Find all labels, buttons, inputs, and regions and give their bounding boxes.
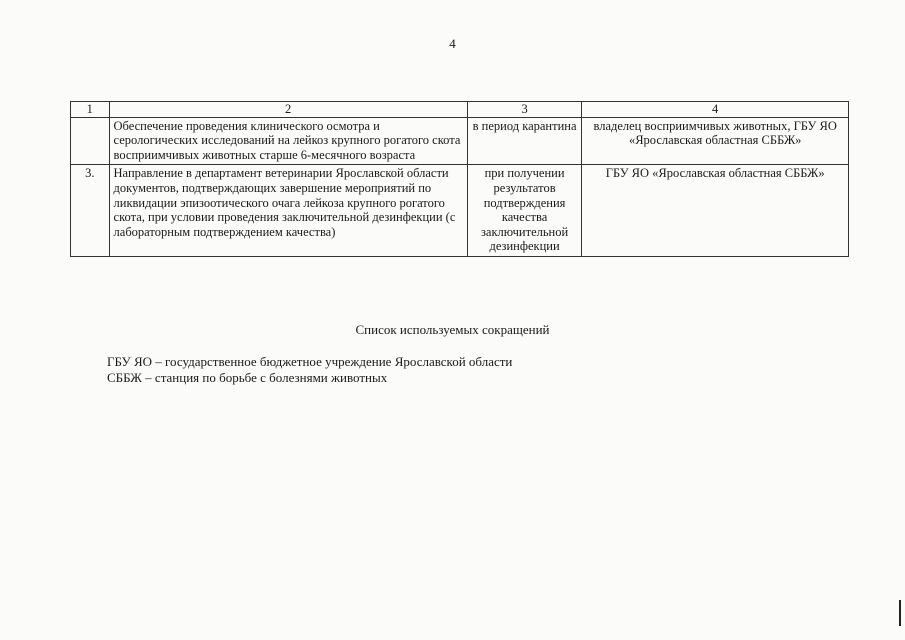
page-number: 4: [449, 36, 456, 51]
abbreviation-item: СББЖ – станция по борьбе с болезнями животных: [107, 370, 388, 385]
abbreviation-item: ГБУ ЯО – государственное бюджетное учреждение Ярославской области: [107, 354, 513, 369]
header-cell-2: 2: [109, 102, 467, 118]
table-header-row: [71, 102, 849, 118]
header-cell-4: 4: [582, 102, 849, 118]
header-cell-1: 1: [71, 102, 110, 118]
measures-table: [70, 101, 849, 257]
row-responsible: ГБУ ЯО «Ярославская областная СББЖ»: [582, 165, 849, 257]
abbreviations-list: [107, 354, 512, 386]
abbreviations-title: Список используемых сокращений: [355, 322, 550, 337]
row-number: [71, 117, 110, 165]
table-row: [71, 117, 849, 165]
header-cell-3: 3: [467, 102, 582, 118]
row-action: Направление в департамент ветеринарии Ярославской области документов, подтверждающих завершение мероприятий по ликвидации эпизоотического очага лейкоза крупного рогатого скота, при условии проведения заключительной дезинфекции (с лабораторным подтверждением качества): [109, 165, 467, 257]
row-period: в период карантина: [467, 117, 582, 165]
row-number: 3.: [71, 165, 110, 257]
row-responsible: владелец восприимчивых животных, ГБУ ЯО «Ярославская областная СББЖ»: [582, 117, 849, 165]
scan-edge-mark: [899, 600, 901, 626]
row-period: при получении результатов подтверждения качества заключительной дезинфекции: [467, 165, 582, 257]
table-row: [71, 165, 849, 257]
row-action: Обеспечение проведения клинического осмотра и серологических исследований на лейкоз крупного рогатого скота восприимчивых животных старше 6-месячного возраста: [109, 117, 467, 165]
